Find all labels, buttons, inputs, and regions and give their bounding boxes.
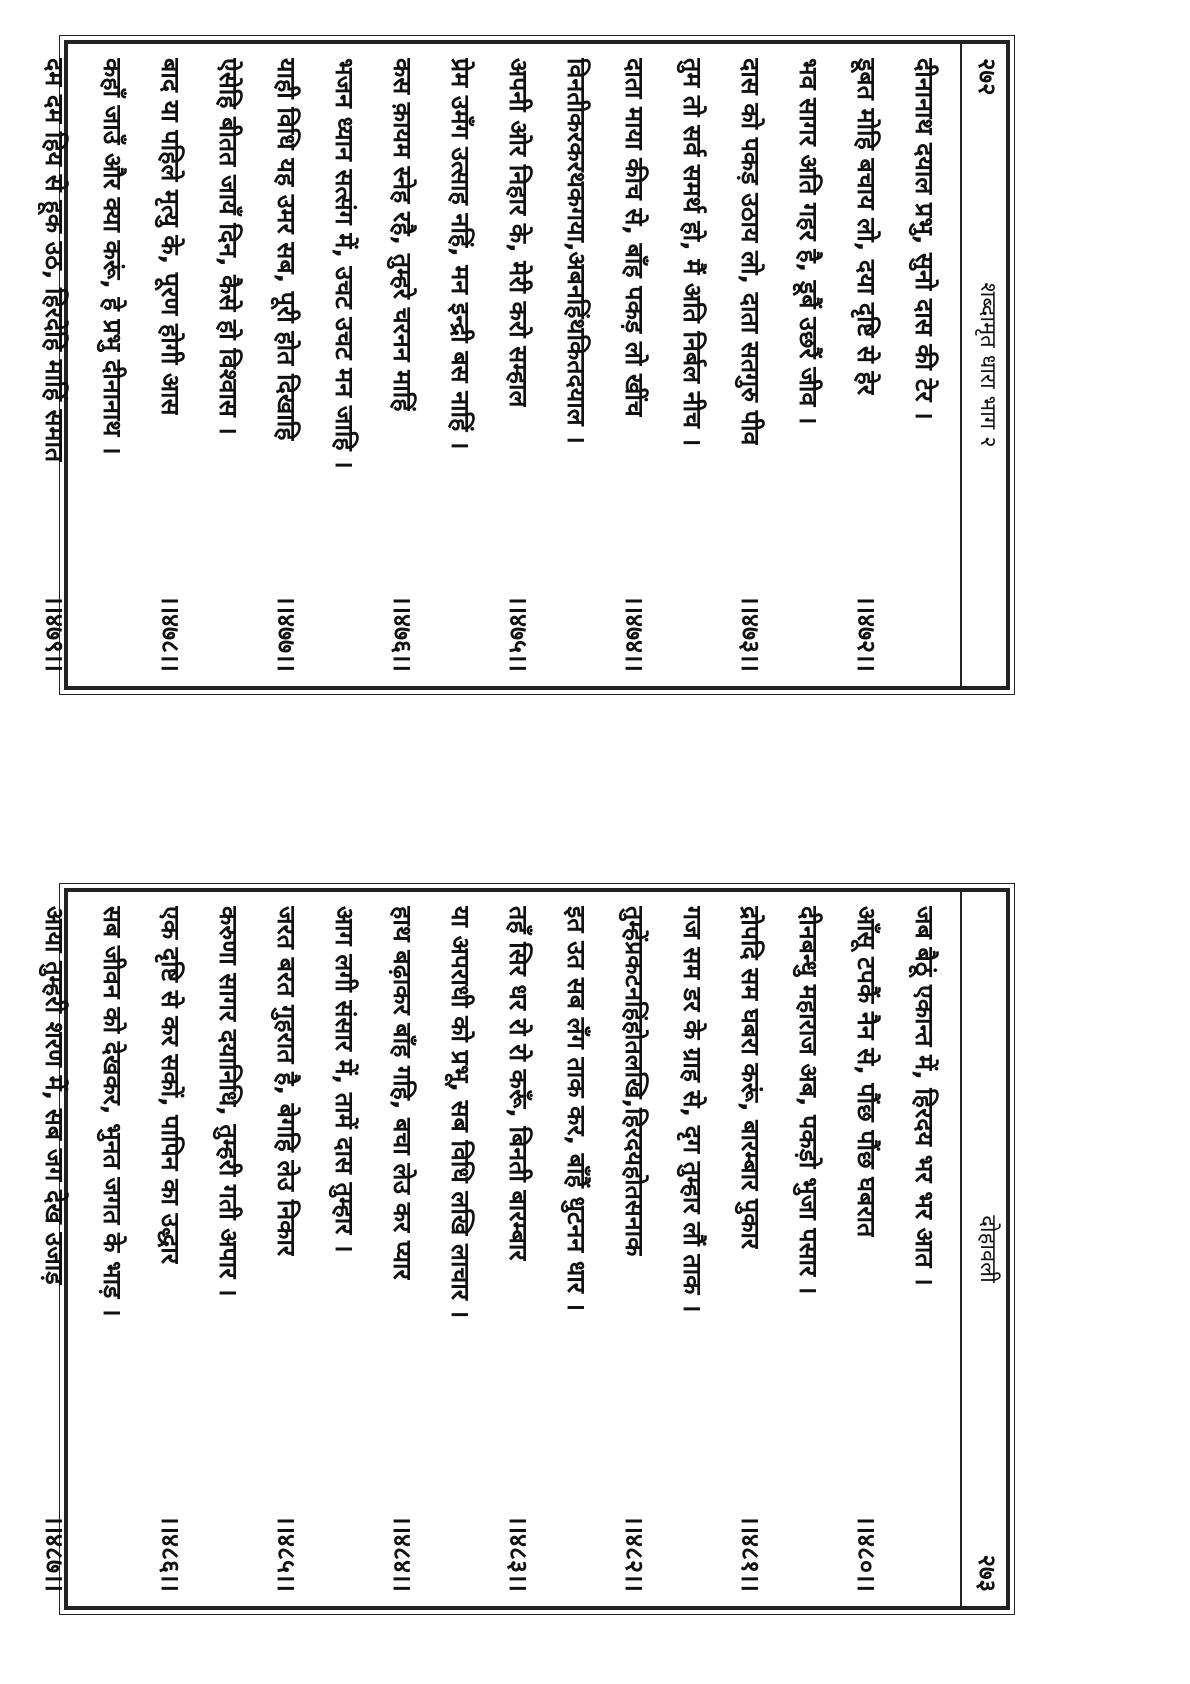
verse-line	[780, 58, 838, 672]
verse-line	[838, 906, 896, 1592]
verse-line	[142, 58, 200, 672]
verse-number: ।।४७३।।	[736, 595, 765, 672]
verse-text: प्रेम उमँग उत्साह नहिं, मन इन्द्री बस नाहिं ।	[446, 58, 475, 450]
verse-text: तुम तो सर्व समर्थ हो, मैं अति निर्बल नीच ।	[678, 58, 707, 447]
verse-text: तहँ सिर धर रो रो करूँ, बिनती बारम्बार	[504, 906, 533, 1261]
verse-text: आग लगी संसार में, तामें दास तुम्हार ।	[330, 906, 359, 1253]
verse-text: तुम्हेंप्रकटनहिंहोतलखि,हिरदयहोतसनाक	[620, 906, 649, 1257]
verse-line	[664, 906, 722, 1592]
verse-number: ।।४७५।।	[504, 595, 533, 672]
verse-line	[374, 906, 432, 1592]
verse-text: सब जीवन को देखकर, भुनत जगत के भाड़ ।	[98, 906, 127, 1317]
verse-text: विनतीकरकरथकगया,अबनहिंथकितदयाल ।	[562, 58, 591, 444]
verse-number: ।।४८५।।	[272, 1515, 301, 1592]
verse-line	[316, 58, 374, 672]
verse-text: अपनी ओर निहार के, मेरी करो सम्हाल	[504, 58, 533, 408]
verse-text: दीनानाथ दयाल प्रभु, सुनो दास की टेर ।	[910, 58, 939, 420]
verse-line	[26, 906, 84, 1592]
verse-line	[432, 58, 490, 672]
bottom-page-header	[960, 892, 1014, 1606]
page-number: २७३	[973, 1554, 1001, 1592]
top-page-verses	[26, 44, 960, 686]
verse-text: हाथ बढ़ाकर बाँह गहि, बचा लेउ कर प्यार	[388, 906, 417, 1280]
verse-number: ।।४८७।।	[40, 1515, 69, 1592]
verse-line	[258, 906, 316, 1592]
verse-number: ।।४७४।।	[620, 595, 649, 672]
verse-text: दास को पकड़ उठाय लो, दाता सतगुरु पीव	[736, 58, 765, 446]
page-number: २७२	[973, 58, 1001, 96]
verse-line	[490, 58, 548, 672]
verse-line	[548, 58, 606, 672]
verse-line	[664, 58, 722, 672]
verse-line	[490, 906, 548, 1592]
top-page	[40, 44, 1014, 686]
page-header-title: शब्दामृत धारा भाग २	[975, 282, 1000, 448]
verse-number: ।।४८६।।	[156, 1515, 185, 1592]
verse-number: ।।४७९।।	[40, 595, 69, 672]
verse-text: जब बैठूं एकान्त में, हिरदय भर भर आत ।	[910, 906, 939, 1286]
verse-line	[722, 906, 780, 1592]
verse-number: ।।४७७।।	[272, 595, 301, 672]
page-header-title: दोहावली	[975, 1215, 1000, 1283]
verse-text: दम दम हिय से हूक उठ, हिरदेहि माहिं समात	[40, 58, 69, 463]
verse-text: याही विधि यह उमर सब, पूरी होत दिखाहि	[272, 58, 301, 441]
verse-line	[606, 906, 664, 1592]
verse-number: ।।४८१।।	[736, 1515, 765, 1592]
verse-line	[722, 58, 780, 672]
top-page-frame	[40, 40, 1010, 690]
verse-text: दीनबन्धु महाराज अब, पकड़ो भुजा पसार ।	[794, 906, 823, 1295]
verse-text: कस क़ायम स्नेह रहै, तुम्हरे चरनन माहिं	[388, 58, 417, 412]
verse-line	[26, 58, 84, 672]
top-page-header	[960, 44, 1014, 686]
verse-text: या अपराधी को प्रभू, सब विधि लखि लाचार ।	[446, 906, 475, 1319]
bottom-page-frame	[40, 888, 1010, 1610]
verse-text: जरत बरत गुहरात है, बेगहि लेउ निकार	[272, 906, 301, 1257]
verse-line	[142, 906, 200, 1592]
verse-text: कहाँ जाउँ और क्या करूं, हे प्रभु दीनानाथ ।	[98, 58, 127, 455]
verse-number: ।।४७६।।	[388, 595, 417, 672]
verse-number: ।।४८३।।	[504, 1515, 533, 1592]
verse-line	[374, 58, 432, 672]
verse-text: दाता माया कीच से, बाँह पकड़ लो खींच	[620, 58, 649, 417]
verse-text: डूबत मोहि बचाय लो, दया दृष्टि से हेर	[852, 58, 881, 396]
verse-line	[432, 906, 490, 1592]
verse-number: ।।४८२।।	[620, 1515, 649, 1592]
verse-text: भजन ध्यान सत्संग में, उचट उचट मन जाहि ।	[330, 58, 359, 469]
verse-line	[258, 58, 316, 672]
verse-text: गज सम डर के ग्राह से, दृग तुम्हार लौं ताक ।	[678, 906, 707, 1313]
verse-line	[84, 58, 142, 672]
verse-line	[84, 906, 142, 1592]
verse-text: आँसू टपकैं नैन से, पौंछ पौंछ घबरात	[852, 906, 881, 1238]
verse-text: इत उत सब लँग ताक कर, बाँहैं धुटनन धार ।	[562, 906, 591, 1312]
verse-number: ।।४८०।।	[852, 1515, 881, 1592]
verse-line	[896, 906, 954, 1592]
verse-line	[548, 906, 606, 1592]
verse-text: करुणा सागर दयानिधि, तुम्हरी गती अपार ।	[214, 906, 243, 1297]
verse-text: एक दृष्टि से कर सकों, पापिन का उद्धार	[156, 906, 185, 1264]
verse-text: द्रोपदि सम घबरा करूं, बारम्बार पुकार	[736, 906, 765, 1250]
verse-line	[780, 906, 838, 1592]
verse-text: बाद या पहिले मृत्यु के, पूरण होगी आस	[156, 58, 185, 416]
verse-line	[896, 58, 954, 672]
verse-line	[200, 58, 258, 672]
verse-text: भव सागर अति गहर है, डूबैं उछरैं जीव ।	[794, 58, 823, 425]
verse-number: ।।४८४।।	[388, 1515, 417, 1592]
bottom-page	[40, 892, 1014, 1606]
verse-text: ऐसेहि बीतत जायँ दिन, कैसे हो विश्वास ।	[214, 58, 243, 435]
verse-line	[316, 906, 374, 1592]
verse-text: आया तुम्हरी शरण में, सब जग देख उजाड़	[40, 906, 69, 1285]
verse-line	[200, 906, 258, 1592]
verse-line	[606, 58, 664, 672]
verse-number: ।।४७८।।	[156, 595, 185, 672]
bottom-page-verses	[26, 892, 960, 1606]
verse-number: ।।४७२।।	[852, 595, 881, 672]
verse-line	[838, 58, 896, 672]
